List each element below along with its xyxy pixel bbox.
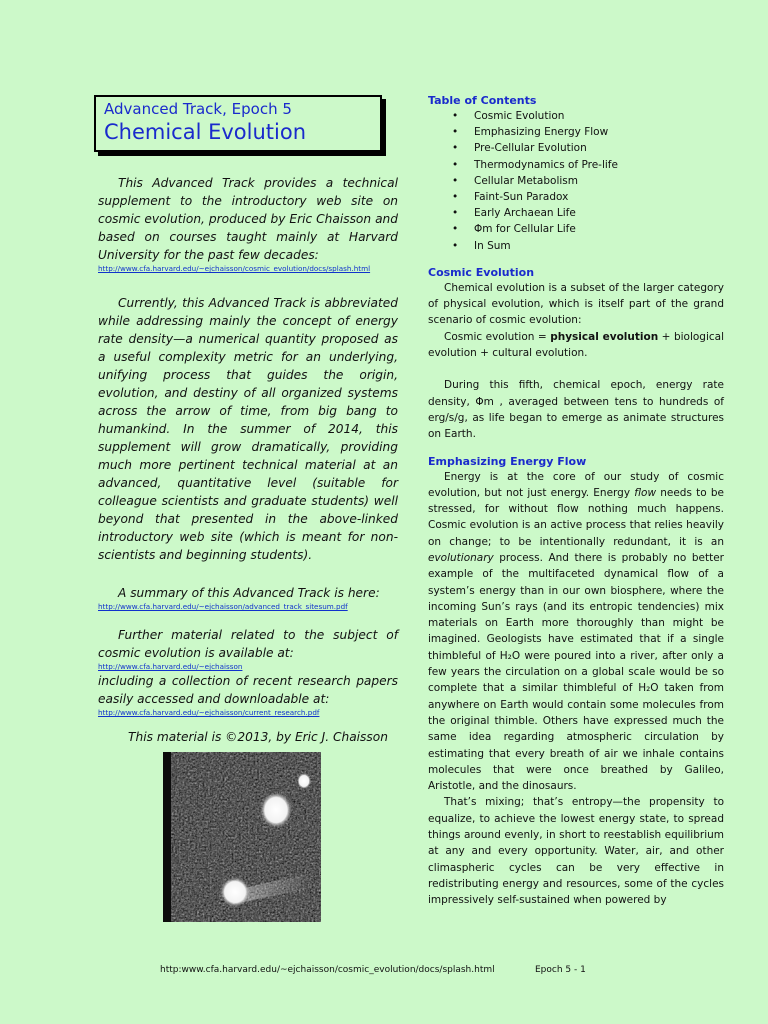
page-title: Chemical Evolution [104,120,307,144]
right-column [428,94,724,909]
bullet-icon: • [452,223,459,236]
toc-item[interactable] [428,238,724,254]
sitesum-link[interactable]: http://www.cfa.harvard.edu/~ejchaisson/advanced_track_sitesum.pdf [98,602,348,611]
energy-text-2: needs to be stressed, for without flow nothing much happens. Cosmic evolution is an active process that relies heavily on change; to be intentionally redundant, it is an [428,486,724,548]
title-box [94,95,382,152]
equation-left: Cosmic evolution = [444,330,551,343]
further-paragraph: Further material related to the subject of cosmic evolution is available at: [98,628,398,660]
mixing-paragraph: That’s mixing; that’s entropy—the propensity to equalize, to achieve the lowest energy state, to spread things around evenly, in short to reestablish equilibrium at any and every opportunity. Water, air, and other climaspheric cycles can be very effective in redistributing energy and resources, some of the cycles impressively self-sustained when powered by [428,796,724,907]
toc-item-label: Faint-Sun Paradox [474,191,569,204]
toc-list [428,108,724,254]
cosmic-paragraph: Chemical evolution is a subset of the larger category of physical evolution, which is itself part of the grand scenario of cosmic evolution: [428,281,724,327]
summary-paragraph: A summary of this Advanced Track is here: [118,586,380,600]
toc-item-label: Emphasizing Energy Flow [474,126,609,139]
equation-physical: physical evolution [550,330,659,343]
blank-line [428,361,724,377]
toc-item[interactable] [428,157,724,173]
epoch-paragraph: During this fifth, chemical epoch, energy rate density, Φm , averaged between tens to hundreds of erg/s/g, as life began to emerge as animate structures on Earth. [428,379,724,441]
photo-graphic [163,752,321,922]
research-link[interactable]: http://www.cfa.harvard.edu/~ejchaisson/current_research.pdf [98,708,320,717]
bullet-icon: • [452,174,459,187]
toc-item-label: Φm for Cellular Life [474,223,576,236]
photo-blob-small [297,773,311,789]
toc-item-label: Cellular Metabolism [474,174,578,187]
toc-item-label: Cosmic Evolution [474,110,565,122]
toc-item[interactable] [428,140,724,156]
research-paragraph: including a collection of recent research papers easily accessed and downloadable at: [98,674,398,706]
energy-paragraph [428,469,724,795]
footer-url: http:www.cfa.harvard.edu/~ejchaisson/cosmic_evolution/docs/splash.html [160,965,495,975]
toc-item-label: Thermodynamics of Pre-life [474,158,618,171]
toc-item[interactable] [428,173,724,189]
toc-item-label: In Sum [474,239,511,252]
toc-item-label: Pre-Cellular Evolution [474,142,587,155]
toc-item[interactable] [428,108,724,124]
toc-item[interactable] [428,205,724,221]
page-subtitle: Advanced Track, Epoch 5 [104,100,292,118]
left-column [98,95,398,756]
bullet-icon: • [452,239,459,252]
page-number: Epoch 5 - 1 [535,965,586,975]
cosmic-equation [428,329,724,362]
evolutionary-word: evolutionary [428,551,494,564]
energy-flow-word: flow [634,486,657,499]
toc-item[interactable] [428,189,724,205]
toc-item-label: Early Archaean Life [474,207,576,220]
bullet-icon: • [452,191,459,204]
intro-paragraph: This Advanced Track provides a technical supplement to the introductory web site on cosmic evolution, produced by Eric Chaisson and based on courses taught mainly at Harvard University for the past few decades: [98,176,398,262]
bullet-icon: • [452,207,459,220]
photo-edge-shadow [163,752,171,922]
cosmic-evolution-heading: Cosmic Evolution [428,265,535,279]
bullet-icon: • [452,142,459,155]
energy-flow-heading: Emphasizing Energy Flow [428,454,587,468]
equation-right: + biological evolution + cultural evolution. [428,330,725,360]
energy-text-3: process. And there is probably no better example of the multifaceted dynamical flow of a system’s energy than in our own biosphere, where the incoming Sun’s rays (and its entropic tendencies) mix materials on Earth more thoroughly than might be imagined. Geologists have estimated that if a single thimbleful of H₂O were poured into a river, after only a few years the circulation on a global scale would be so complete that a similar thimbleful of H₂O taken from anywhere on Earth would contain some molecules from the original thimble. Others have expressed much the same idea regarding atmospheric circulation by estimating that every breath of air we inhale contains molecules that were once breathed by Galileo, Aristotle, and the dinosaurs. [428,551,724,793]
ejchaisson-link[interactable]: http://www.cfa.harvard.edu/~ejchaisson [98,662,243,671]
copyright-credit: This material is ©2013, by Eric J. Chaisson [128,730,388,744]
bullet-icon: • [452,110,459,122]
bullet-icon: • [452,158,459,171]
energy-text-1: Energy is at the core of our study of cosmic evolution, but not just energy. Energy [428,470,724,499]
photo-blob-large [260,792,292,828]
toc-item[interactable] [428,221,724,237]
photo-blob-comet [220,877,250,907]
toc-item[interactable] [428,124,724,140]
toc-heading: Table of Contents [428,94,537,107]
microscope-photo [163,752,321,922]
splash-link[interactable]: http://www.cfa.harvard.edu/~ejchaisson/cosmic_evolution/docs/splash.html [98,264,371,273]
bullet-icon: • [452,126,459,139]
abbreviated-paragraph: Currently, this Advanced Track is abbreviated while addressing mainly the concept of energy rate density—a numerical quantity proposed as a useful complexity metric for an underlying, unifying process that guides the origin, evolution, and destiny of all organized systems across the arrow of time, from big bang to humankind. In the summer of 2014, this supplement will grow dramatically, providing much more pertinent technical material at an advanced, quantitative level (suitable for colleague scientists and graduate students) well beyond that presented in the above-linked introductory web site (which is meant for non-scientists and beginning students). [98,296,398,562]
